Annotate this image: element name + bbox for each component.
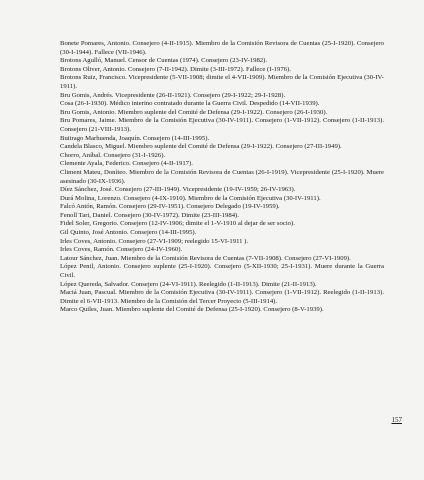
list-item: López Quereda, Salvador. Consejero (24-VI-1911). Reelegido (1-II-1913). Dimite (21-II-1913). [60,280,317,288]
entries-list [60,40,384,315]
list-item: Chorro, Aníbal. Consejero (31-I-1926). [60,151,166,159]
page-number: 157 [391,416,402,424]
list-item: López Penil, Antonio. Consejero suplente (25-I-1920). Consejero (5-XII-1930; 25-I-1931). Muere durante la Guerra Civil. [60,263,384,280]
list-item: Irles Coves, Ramón. Consejero (24-IV-1960). [60,246,183,254]
list-item: Cosa (26-I-1930). Médico interino contratado durante la Guerra Civil. Despedido (14-VII-1939). [60,100,320,108]
list-item: Bru Pomares, Jaime. Miembro de la Comisión Ejecutiva (30-IV-1911). Consejero (1-VII-1912). Consejero (1-II-1913). Consejero (21-VIII-1913). [60,117,384,133]
list-item: Candela Blasco, Miguel. Miembro suplente del Comité de Defensa (29-I-1922). Consejero (27-III-1949). [60,143,342,151]
list-item: Falcó Antón, Ramón. Consejero (29-IV-1951). Consejero Delegado (19-IV-1959). [60,203,280,211]
list-item: Bru Gomis, Antonio. Miembro suplente del Comité de Defensa (29-I-1922). Consejero (26-I-1930). [60,108,328,116]
list-item: Bonete Pomares, Antonio. Consejero (4-II-1915). Miembro de la Comisión Revisora de Cuentas (25-I-1920). Consejero (30-I-1944). Fallece (VII-1946). [60,40,384,56]
list-item: Bru Gomis, Andrés. Vicepresidente (26-II-1921). Consejero (29-I-1922; 29-I-1928). [60,91,286,99]
list-item: Buitrago Marhuenda, Joaquín. Consejero (14-III-1995). [60,134,210,142]
list-item: Maciá Juan, Pascual. Miembro de la Comisión Ejecutiva (30-IV-1911). Consejero (1-VII-1912). Reelegido (1-II-1913). Dimite el 6-VII-1913. Miembro de la Comisión del Tercer Proyecto (5-III-1914). [60,289,384,305]
list-item: Brotons Ruiz, Francisco. Vicepresidente (5-VII-1908; dimite el 4-VII-1909). Miembro de la Comisión Ejecutiva (30-IV-1911). [60,74,384,90]
list-item: Marco Quiles, Juan. Miembro suplente del Comité de Defensa (25-I-1920). Consejero (8-V-1939). [60,306,324,314]
list-item: Irles Coves, Antonio. Consejero (27-VI-1909; reelegido 15-VI-1911 ). [60,237,249,245]
list-item: Clemente Ayala, Federico. Consejero (4-II-1917). [60,160,193,168]
list-item: Fidel Soler, Gregorio. Consejero (12-IV-1906; dimite el 1-V-1910 al dejar de ser socio). [60,220,295,228]
list-item: Brotons Agulló, Manuel. Censor de Cuentas (1974). Consejero (23-IV-1982). [60,57,268,65]
list-item: Brotons Oliver, Antonio. Consejero (7-II-1942). Dimite (3-III-1972). Fallece (I-1976). [60,65,291,73]
list-item: Fenoll Tari, Daniel. Consejero (30-IV-1972). Dimite (23-III-1984). [60,211,239,219]
list-item: Climent Mateu, Doníteo. Miembro de la Comisión Revisora de Cuentas (26-I-1919). Vicepresidente (25-I-1920). Muere asesinado (30-IX-1936). [60,168,384,185]
list-item: Latour Sánchez, Juan. Miembro de la Comisión Revisora de Cuentas (7-VII-1908). Consejero (27-VI-1909). [60,254,351,262]
list-item: Durá Molina, Lorenzo. Consejero (4-IX-1910). Miembro de la Comisión Ejecutiva (30-IV-1911). [60,194,321,202]
list-item: Díez Sánchez, José. Consejero (27-III-1949). Vicepresidente (19-IV-1959; 26-IV-1963). [60,186,296,194]
list-item: Gil Quinto, José Antonio. Consejero (14-III-1995). [60,229,197,237]
